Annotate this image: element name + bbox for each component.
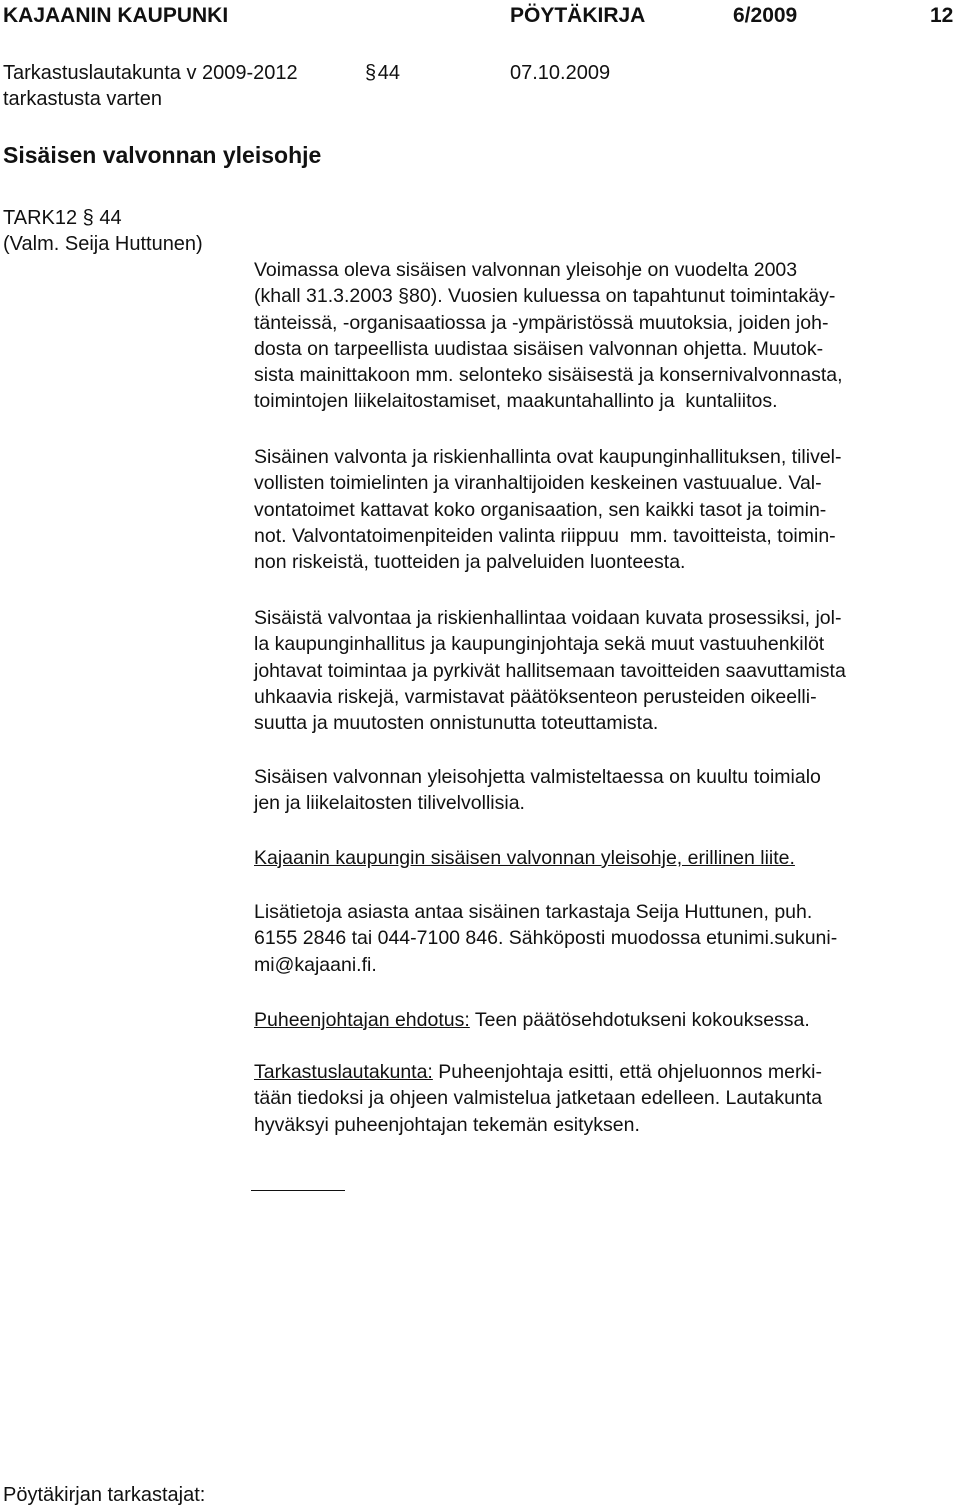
- paragraph-line: Sisäinen valvonta ja riskienhallinta ovat kaupunginhallituksen, tilivel-: [254, 446, 842, 468]
- paragraph-line: vontatoimet kattavat koko organisaation, sen kaikki tasot ja toimin-: [254, 498, 827, 521]
- document-number: 6/2009: [733, 4, 798, 27]
- preparer: (Valm. Seija Huttunen): [3, 233, 203, 255]
- reference-code: TARK12 § 44: [3, 207, 122, 229]
- paragraph-line: sista mainittakoon mm. selonteko sisäisestä ja konsernivalvonnasta,: [254, 364, 843, 387]
- paragraph-line: Sisäisen valvonnan yleisohjetta valmisteltaessa on kuultu toimialo: [254, 766, 821, 788]
- reference-code-value: TARK12: [3, 207, 78, 229]
- chair-proposal-label: Puheenjohtajan ehdotus:: [254, 1009, 470, 1031]
- paragraph-line: hyväksyi puheenjohtajan tekemän esityksen.: [254, 1113, 640, 1136]
- attachment-link[interactable]: Kajaanin kaupungin sisäisen valvonnan yleisohje, erillinen liite.: [254, 847, 795, 869]
- paragraph-line: Sisäistä valvontaa ja riskienhallintaa voidaan kuvata prosessiksi, jol-: [254, 607, 842, 629]
- paragraph-line: (khall 31.3.2003 §80). Vuosien kuluessa on tapahtunut toimintakäy-: [254, 285, 836, 308]
- page-number: 12: [930, 4, 954, 27]
- paragraph-line: uhkaavia riskejä, varmistavat päätöksenteon perusteiden oikeelli-: [254, 685, 817, 708]
- inspection-note: tarkastusta varten: [3, 88, 162, 110]
- paragraph-line: non riskeistä, tuotteiden ja palveluiden luonteesta.: [254, 551, 686, 574]
- board-name: Tarkastuslautakunta v 2009-2012: [3, 62, 298, 84]
- page-title: Sisäisen valvonnan yleisohje: [3, 142, 322, 168]
- footer-inspectors-label: Pöytäkirjan tarkastajat:: [3, 1484, 206, 1506]
- board-decision-first-line: [254, 1059, 958, 1085]
- chair-proposal-text: Teen päätösehdotukseni kokouksessa.: [469, 1009, 810, 1031]
- paragraph-line: not. Valvontatoimenpiteiden valinta riippuu mm. tavoitteista, toimin-: [254, 524, 836, 547]
- board-decision-label: Tarkastuslautakunta:: [254, 1061, 433, 1083]
- paragraph-process: [254, 605, 958, 736]
- paragraph-line: vollisten toimielinten ja viranhaltijoiden keskeinen vastuualue. Val-: [254, 472, 822, 495]
- paragraph-line: jen ja liikelaitosten tilivelvollisia.: [254, 792, 525, 815]
- paragraph-line: tään tiedoksi ja ohjeen valmistelua jatketaan edelleen. Lautakunta: [254, 1087, 823, 1110]
- paragraph-line: tänteissä, -organisaatiossa ja -ympäristössä muutoksia, joiden joh-: [254, 311, 829, 334]
- paragraph-line: Voimassa oleva sisäisen valvonnan yleisohje on vuodelta 2003: [254, 259, 798, 281]
- paragraph-background: [254, 257, 958, 415]
- board-decision-text: Puheenjohtaja esitti, että ohjeluonnos merki-: [432, 1061, 823, 1083]
- paragraph-responsibility: [254, 444, 958, 575]
- paragraph-contact: [254, 899, 958, 978]
- paragraph-line: johtavat toimintaa ja pyrkivät hallitsemaan tavoitteiden saavuttamista: [254, 659, 846, 682]
- document-type: PÖYTÄKIRJA: [510, 4, 646, 27]
- paragraph-line: Lisätietoja asiasta antaa sisäinen tarkastaja Seija Huttunen, puh.: [254, 901, 813, 923]
- chair-proposal: [254, 1007, 958, 1033]
- section-number: § 44: [365, 62, 401, 84]
- paragraph-line: suutta ja muutosten onnistunutta toteuttamista.: [254, 712, 659, 735]
- section-number-value: 44: [377, 62, 401, 84]
- paragraph-line: dosta on tarpeellista uudistaa sisäisen valvonnan ohjetta. Muutok-: [254, 337, 824, 360]
- paragraph-line: toimintojen liikelaitostamiset, maakuntahallinto ja kuntaliitos.: [254, 390, 778, 413]
- paragraph-consultation: [254, 764, 958, 817]
- paragraph-line: la kaupunginhallitus ja kaupunginjohtaja sekä muut vastuuhenkilöt: [254, 633, 825, 656]
- paragraph-line: 6155 2846 tai 044-7100 846. Sähköposti muodossa etunimi.sukuni-: [254, 927, 838, 950]
- paragraph-line: mi@kajaani.fi.: [254, 953, 377, 976]
- meeting-date: 07.10.2009: [510, 62, 611, 84]
- attachment-paragraph: [254, 845, 958, 871]
- org-name: KAJAANIN KAUPUNKI: [3, 4, 229, 27]
- board-decision: [254, 1059, 958, 1138]
- end-rule: [251, 1190, 345, 1191]
- chair-proposal-line: [254, 1007, 958, 1033]
- reference-section: 44: [99, 207, 122, 229]
